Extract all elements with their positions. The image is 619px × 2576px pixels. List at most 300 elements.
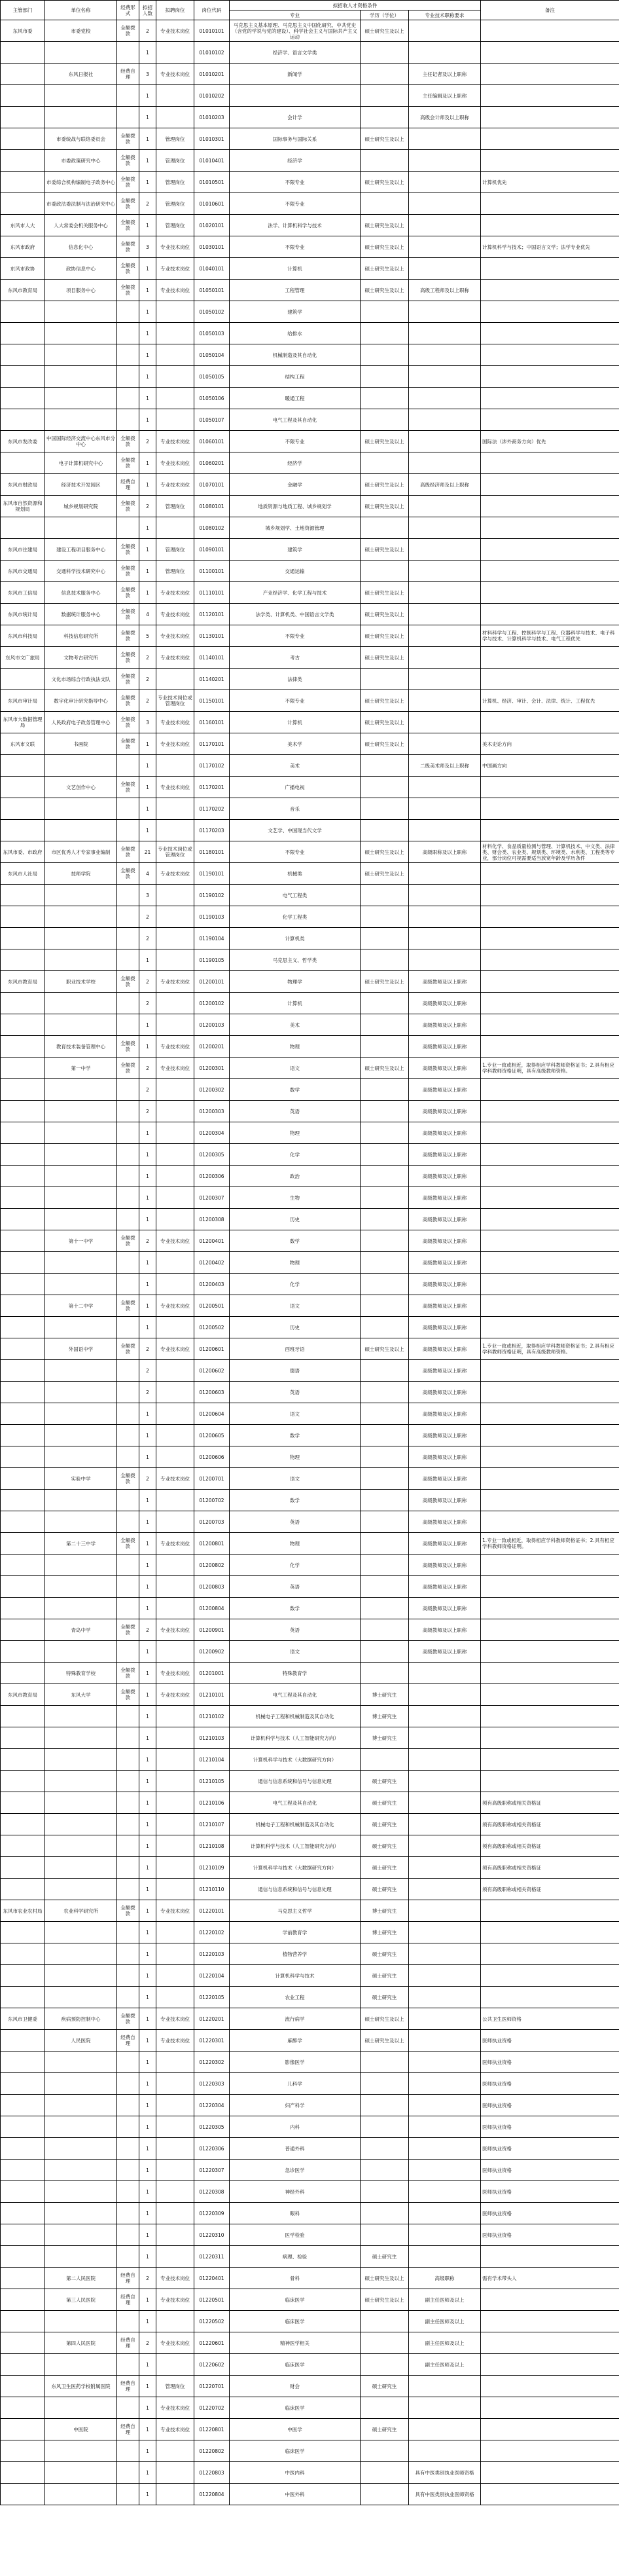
table-cell-count: 1 [139, 85, 156, 107]
table-cell-post: 专业技术岗位 [156, 863, 194, 885]
table-row [1, 2224, 619, 2246]
table-cell-unit: 信息技术服务中心 [45, 582, 117, 604]
table-cell-note: 须有高级职称或相关资格证 [481, 1857, 619, 1879]
table-cell-degree [361, 906, 409, 928]
table-cell-degree: 硕士研究生 [361, 2246, 409, 2268]
table-row [1, 820, 619, 841]
table-cell-post [156, 928, 194, 949]
table-row [1, 1058, 619, 1079]
table-cell-code: 01220308 [194, 2181, 230, 2203]
table-cell-title [409, 582, 481, 604]
table-cell-count: 1 [139, 1598, 156, 1619]
table-cell-code: 01210109 [194, 1857, 230, 1879]
table-cell-unit: 中国国际经济交流中心东风市分中心 [45, 431, 117, 452]
table-cell-degree [361, 1166, 409, 1187]
table-cell-unit [45, 1187, 117, 1209]
table-cell-count: 1 [139, 1209, 156, 1230]
table-row [1, 64, 619, 85]
table-row [1, 431, 619, 452]
table-cell-dept [1, 1879, 45, 1900]
table-cell-title: 高级教师及以上职称 [409, 1230, 481, 1252]
table-cell-count: 1 [139, 2138, 156, 2160]
table-cell-post: 专业技术岗位 [156, 258, 194, 280]
table-cell-code: 01200901 [194, 1619, 230, 1641]
table-cell-title: 高级教师及以上职称 [409, 1058, 481, 1079]
table-cell-count: 1 [139, 1663, 156, 1684]
table-cell-funding: 经费自理 [117, 2268, 139, 2289]
table-cell-funding: 全额拨款 [117, 20, 139, 42]
table-row [1, 1641, 619, 1663]
table-cell-code: 01220802 [194, 2440, 230, 2462]
table-cell-funding [117, 1943, 139, 1965]
table-cell-post: 专业技术岗位或管理岗位 [156, 841, 194, 863]
table-cell-count: 1 [139, 2462, 156, 2484]
table-row [1, 1511, 619, 1533]
table-cell-code: 01200304 [194, 1122, 230, 1144]
table-cell-degree: 博士研究生 [361, 1922, 409, 1943]
table-cell-count: 1 [139, 42, 156, 64]
table-cell-unit [45, 1641, 117, 1663]
table-cell-funding: 全额拨款 [117, 236, 139, 258]
table-cell-unit: 城乡规划研究院 [45, 496, 117, 517]
table-cell-major [230, 85, 361, 107]
table-cell-dept [1, 1252, 45, 1274]
table-cell-major: 电气工程及其自动化 [230, 1684, 361, 1706]
table-cell-note [481, 1965, 619, 1987]
table-cell-post [156, 1598, 194, 1619]
table-cell-degree [361, 366, 409, 388]
table-cell-title [409, 2203, 481, 2224]
table-cell-note [481, 820, 619, 841]
table-cell-dept: 东风市文广旅局 [1, 647, 45, 669]
table-cell-title: 高级会计师及以上职称 [409, 107, 481, 128]
table-cell-funding: 全额拨款 [117, 971, 139, 993]
table-cell-code: 01170101 [194, 733, 230, 755]
table-cell-unit: 市委政策研究中心 [45, 150, 117, 172]
table-cell-title: 高级教师及以上职称 [409, 1166, 481, 1187]
table-row [1, 1922, 619, 1943]
table-cell-note [481, 1727, 619, 1749]
table-cell-code: 01200902 [194, 1641, 230, 1663]
table-cell-count: 1 [139, 409, 156, 431]
table-cell-unit [45, 1922, 117, 1943]
table-cell-code: 01170102 [194, 755, 230, 777]
table-cell-dept [1, 1555, 45, 1576]
table-cell-major: 不限专业 [230, 172, 361, 193]
table-cell-post: 专业技术岗位 [156, 2332, 194, 2354]
table-cell-unit [45, 517, 117, 539]
table-cell-count: 1 [139, 1792, 156, 1814]
table-cell-note [481, 1468, 619, 1490]
table-cell-major: 神经外科 [230, 2181, 361, 2203]
table-cell-unit: 教育技术装备管理中心 [45, 1036, 117, 1058]
table-cell-major: 不限专业 [230, 625, 361, 647]
table-cell-code: 01110101 [194, 582, 230, 604]
table-cell-major: 计算机科学与技术（大数据研究方向） [230, 1749, 361, 1771]
table-cell-unit [45, 2160, 117, 2181]
table-cell-title: 高级教师及以上职称 [409, 971, 481, 993]
table-cell-count: 1 [139, 1771, 156, 1792]
table-cell-unit [45, 1014, 117, 1036]
table-cell-funding [117, 409, 139, 431]
table-cell-unit: 市区优秀人才专家事业编制 [45, 841, 117, 863]
table-cell-post [156, 1122, 194, 1144]
table-cell-note [481, 1663, 619, 1684]
table-cell-degree [361, 1014, 409, 1036]
table-row [1, 2052, 619, 2073]
table-cell-post [156, 1360, 194, 1382]
table-row [1, 1403, 619, 1425]
table-cell-degree [361, 777, 409, 798]
table-cell-funding [117, 1598, 139, 1619]
table-cell-code: 01210101 [194, 1684, 230, 1706]
table-cell-title [409, 215, 481, 236]
table-cell-code: 01220103 [194, 1943, 230, 1965]
table-cell-count: 1 [139, 301, 156, 323]
table-cell-post [156, 2138, 194, 2160]
table-cell-note [481, 1771, 619, 1792]
table-cell-note [481, 20, 619, 42]
table-cell-code: 01200303 [194, 1101, 230, 1122]
table-cell-major: 给排水 [230, 323, 361, 344]
table-cell-title [409, 2030, 481, 2052]
table-cell-dept [1, 1122, 45, 1144]
table-row [1, 690, 619, 712]
table-cell-note [481, 1598, 619, 1619]
table-cell-title [409, 172, 481, 193]
table-cell-post: 管理岗位 [156, 172, 194, 193]
table-row [1, 1490, 619, 1511]
table-cell-post: 专业技术岗位 [156, 2008, 194, 2030]
table-cell-post: 专业技术岗位 [156, 1663, 194, 1684]
table-cell-dept [1, 85, 45, 107]
table-cell-note [481, 150, 619, 172]
table-cell-unit [45, 1555, 117, 1576]
table-cell-dept [1, 1965, 45, 1987]
table-cell-funding [117, 2095, 139, 2116]
table-cell-count: 1 [139, 1835, 156, 1857]
table-cell-dept [1, 150, 45, 172]
table-cell-note: 材料科学与工程、控制科学与工程、仪器科学与技术、电子科学与技术、计算机科学与技术、电气工程优先 [481, 625, 619, 647]
table-cell-unit [45, 1598, 117, 1619]
table-cell-count: 1 [139, 2181, 156, 2203]
table-cell-title [409, 690, 481, 712]
table-cell-dept [1, 64, 45, 85]
table-cell-code: 01160101 [194, 712, 230, 733]
table-cell-funding [117, 2484, 139, 2505]
table-cell-post [156, 798, 194, 820]
table-cell-major: 不限专业 [230, 690, 361, 712]
table-cell-unit [45, 2052, 117, 2073]
table-cell-post [156, 2354, 194, 2376]
table-cell-count: 1 [139, 2376, 156, 2397]
table-cell-degree: 硕士研究生及以上 [361, 2008, 409, 2030]
table-cell-count: 1 [139, 280, 156, 301]
table-cell-dept [1, 798, 45, 820]
table-cell-post: 管理岗位 [156, 496, 194, 517]
table-cell-unit: 信息化中心 [45, 236, 117, 258]
table-cell-degree [361, 193, 409, 215]
table-cell-count: 2 [139, 1079, 156, 1101]
table-cell-count: 1 [139, 798, 156, 820]
table-cell-count: 1 [139, 1684, 156, 1706]
table-cell-unit [45, 388, 117, 409]
table-cell-unit [45, 42, 117, 64]
table-row [1, 928, 619, 949]
table-cell-count: 1 [139, 2419, 156, 2440]
table-cell-unit [45, 2116, 117, 2138]
table-cell-funding: 全额拨款 [117, 733, 139, 755]
table-cell-code: 01010201 [194, 64, 230, 85]
table-cell-dept [1, 1533, 45, 1555]
table-cell-title [409, 820, 481, 841]
table-row [1, 1792, 619, 1814]
table-row [1, 2008, 619, 2030]
table-cell-count: 2 [139, 690, 156, 712]
table-cell-degree [361, 755, 409, 777]
table-cell-major: 新闻学 [230, 64, 361, 85]
table-cell-code: 01200102 [194, 993, 230, 1014]
table-cell-major: 物理 [230, 1122, 361, 1144]
table-cell-funding [117, 949, 139, 971]
table-cell-degree: 硕士研究生 [361, 1943, 409, 1965]
table-row [1, 1619, 619, 1641]
table-cell-funding: 经费自理 [117, 2332, 139, 2354]
table-cell-title [409, 1792, 481, 1814]
table-cell-title [409, 1727, 481, 1749]
table-cell-degree [361, 2095, 409, 2116]
table-row [1, 193, 619, 215]
table-cell-title: 高级职称 [409, 2268, 481, 2289]
table-cell-major: 机械电子工程和机械制造及其自动化 [230, 1706, 361, 1727]
table-cell-unit: 第十二中学 [45, 1295, 117, 1317]
table-cell-post [156, 388, 194, 409]
table-cell-unit [45, 409, 117, 431]
table-cell-funding [117, 2246, 139, 2268]
table-cell-major: 物理 [230, 1446, 361, 1468]
table-cell-degree [361, 1187, 409, 1209]
table-cell-code: 01200302 [194, 1079, 230, 1101]
table-cell-note [481, 2484, 619, 2505]
table-cell-unit [45, 1749, 117, 1771]
table-cell-unit: 交通科学技术研究中心 [45, 561, 117, 582]
table-cell-major: 不限专业 [230, 841, 361, 863]
table-cell-degree: 硕士研究生 [361, 1835, 409, 1857]
table-cell-funding [117, 1835, 139, 1857]
table-cell-degree [361, 1101, 409, 1122]
table-cell-post: 专业技术岗位 [156, 582, 194, 604]
table-cell-count: 1 [139, 2052, 156, 2073]
table-cell-funding [117, 1101, 139, 1122]
table-row [1, 2073, 619, 2095]
table-cell-post [156, 1943, 194, 1965]
table-cell-dept [1, 1382, 45, 1403]
table-cell-title [409, 2160, 481, 2181]
table-cell-note: 医师执业资格 [481, 2052, 619, 2073]
table-cell-title: 高级教师及以上职称 [409, 1187, 481, 1209]
header-unit: 单位名称 [45, 1, 117, 20]
table-cell-major: 数学 [230, 1079, 361, 1101]
table-row [1, 1446, 619, 1468]
table-cell-count: 1 [139, 517, 156, 539]
table-cell-major: 语文 [230, 1295, 361, 1317]
table-cell-dept [1, 1987, 45, 2008]
table-cell-note [481, 85, 619, 107]
table-cell-major: 美术 [230, 755, 361, 777]
table-cell-funding [117, 388, 139, 409]
table-cell-major: 通信与信息系统和信号与信息处理 [230, 1771, 361, 1792]
table-cell-dept [1, 107, 45, 128]
table-cell-dept [1, 2030, 45, 2052]
table-cell-note: 需有学术带头人 [481, 2268, 619, 2289]
header-row [1, 1, 619, 10]
table-cell-degree: 硕士研究生及以上 [361, 841, 409, 863]
table-cell-post [156, 949, 194, 971]
table-cell-title [409, 2138, 481, 2160]
table-cell-post: 专业技术岗位 [156, 1295, 194, 1317]
table-cell-major: 临床医学 [230, 2289, 361, 2311]
table-cell-code: 01220303 [194, 2073, 230, 2095]
table-cell-degree [361, 2116, 409, 2138]
table-cell-degree [361, 1663, 409, 1684]
table-cell-funding [117, 517, 139, 539]
table-row [1, 1987, 619, 2008]
table-row [1, 755, 619, 777]
table-cell-note [481, 1252, 619, 1274]
table-cell-note [481, 1317, 619, 1338]
table-cell-note [481, 1274, 619, 1295]
table-cell-major: 地质资源与地质工程、城乡规划学 [230, 496, 361, 517]
table-cell-major: 电气工程及其自动化 [230, 409, 361, 431]
table-cell-note [481, 2419, 619, 2440]
table-cell-degree [361, 150, 409, 172]
table-cell-post [156, 85, 194, 107]
table-row [1, 1857, 619, 1879]
table-cell-funding [117, 1403, 139, 1425]
table-cell-funding: 全额拨款 [117, 1619, 139, 1641]
table-cell-code: 01180101 [194, 841, 230, 863]
table-row [1, 388, 619, 409]
table-cell-major: 语文 [230, 1641, 361, 1663]
table-row [1, 1144, 619, 1166]
table-cell-unit [45, 2224, 117, 2246]
table-cell-degree: 硕士研究生及以上 [361, 2268, 409, 2289]
table-cell-degree [361, 517, 409, 539]
table-cell-degree: 硕士研究生及以上 [361, 647, 409, 669]
table-cell-note [481, 2311, 619, 2332]
table-cell-title: 高级教师及以上职称 [409, 1403, 481, 1425]
table-cell-post [156, 1403, 194, 1425]
table-cell-title [409, 236, 481, 258]
table-cell-post [156, 2160, 194, 2181]
table-cell-unit [45, 107, 117, 128]
table-cell-post: 专业技术岗位 [156, 236, 194, 258]
table-cell-funding: 全额拨款 [117, 1295, 139, 1317]
table-cell-code: 01200606 [194, 1446, 230, 1468]
table-cell-major: 交通运输 [230, 561, 361, 582]
table-cell-unit: 书画院 [45, 733, 117, 755]
table-cell-post [156, 1425, 194, 1446]
table-cell-major: 数学 [230, 1230, 361, 1252]
table-cell-dept [1, 1641, 45, 1663]
table-cell-funding: 经费自理 [117, 64, 139, 85]
table-cell-major: 建筑学 [230, 539, 361, 561]
table-row [1, 647, 619, 669]
table-cell-dept [1, 1403, 45, 1425]
table-cell-major: 语文 [230, 1468, 361, 1490]
table-cell-post: 专业技术岗位 [156, 1619, 194, 1641]
table-cell-code: 01220602 [194, 2354, 230, 2376]
table-cell-note: 计算机科学与技术；中国语言文学；法学专业优先 [481, 236, 619, 258]
table-cell-degree [361, 1079, 409, 1101]
table-cell-post [156, 1490, 194, 1511]
table-cell-count: 1 [139, 1122, 156, 1144]
table-cell-major: 会计学 [230, 107, 361, 128]
table-cell-code: 01010101 [194, 20, 230, 42]
table-row [1, 2181, 619, 2203]
table-cell-title [409, 928, 481, 949]
table-cell-major: 计算机科学与技术 [230, 1965, 361, 1987]
header-code: 岗位代码 [194, 1, 230, 20]
table-cell-note [481, 669, 619, 690]
table-cell-note [481, 366, 619, 388]
table-cell-title: 具有中医类别执业医师资格 [409, 2462, 481, 2484]
table-cell-count: 2 [139, 1338, 156, 1360]
table-cell-post: 专业技术岗位 [156, 1468, 194, 1490]
table-cell-code: 01220501 [194, 2289, 230, 2311]
table-cell-degree [361, 107, 409, 128]
table-cell-unit: 疾病预防控制中心 [45, 2008, 117, 2030]
table-cell-unit: 青岛中学 [45, 1619, 117, 1641]
table-cell-unit [45, 1857, 117, 1879]
table-cell-degree [361, 1555, 409, 1576]
table-cell-dept [1, 344, 45, 366]
table-cell-title [409, 1663, 481, 1684]
table-cell-count: 1 [139, 1987, 156, 2008]
table-cell-post [156, 2224, 194, 2246]
table-cell-title: 高级教师及以上职称 [409, 1555, 481, 1576]
table-cell-degree [361, 1576, 409, 1598]
table-cell-dept: 东风市审计局 [1, 690, 45, 712]
table-cell-dept [1, 1814, 45, 1835]
table-cell-funding [117, 755, 139, 777]
table-cell-unit: 人民政府电子政务管理中心 [45, 712, 117, 733]
table-row [1, 128, 619, 150]
table-cell-code: 01200201 [194, 1036, 230, 1058]
table-cell-major: 急诊医学 [230, 2160, 361, 2181]
table-row [1, 561, 619, 582]
table-cell-code: 01170202 [194, 798, 230, 820]
table-cell-post [156, 1555, 194, 1576]
table-cell-unit [45, 1771, 117, 1792]
table-cell-count: 3 [139, 64, 156, 85]
table-cell-post: 管理岗位 [156, 215, 194, 236]
table-cell-degree [361, 820, 409, 841]
table-cell-title: 高级教师及以上职称 [409, 1511, 481, 1533]
table-cell-title [409, 1814, 481, 1835]
table-cell-degree [361, 928, 409, 949]
table-cell-title: 高级教师及以上职称 [409, 1533, 481, 1555]
table-row [1, 1338, 619, 1360]
table-cell-code: 01200502 [194, 1317, 230, 1338]
table-cell-post [156, 1965, 194, 1987]
table-cell-code: 01220804 [194, 2484, 230, 2505]
table-cell-title [409, 2008, 481, 2030]
table-cell-note [481, 1230, 619, 1252]
table-row [1, 733, 619, 755]
table-cell-dept [1, 2484, 45, 2505]
table-cell-dept: 东风市住建局 [1, 539, 45, 561]
